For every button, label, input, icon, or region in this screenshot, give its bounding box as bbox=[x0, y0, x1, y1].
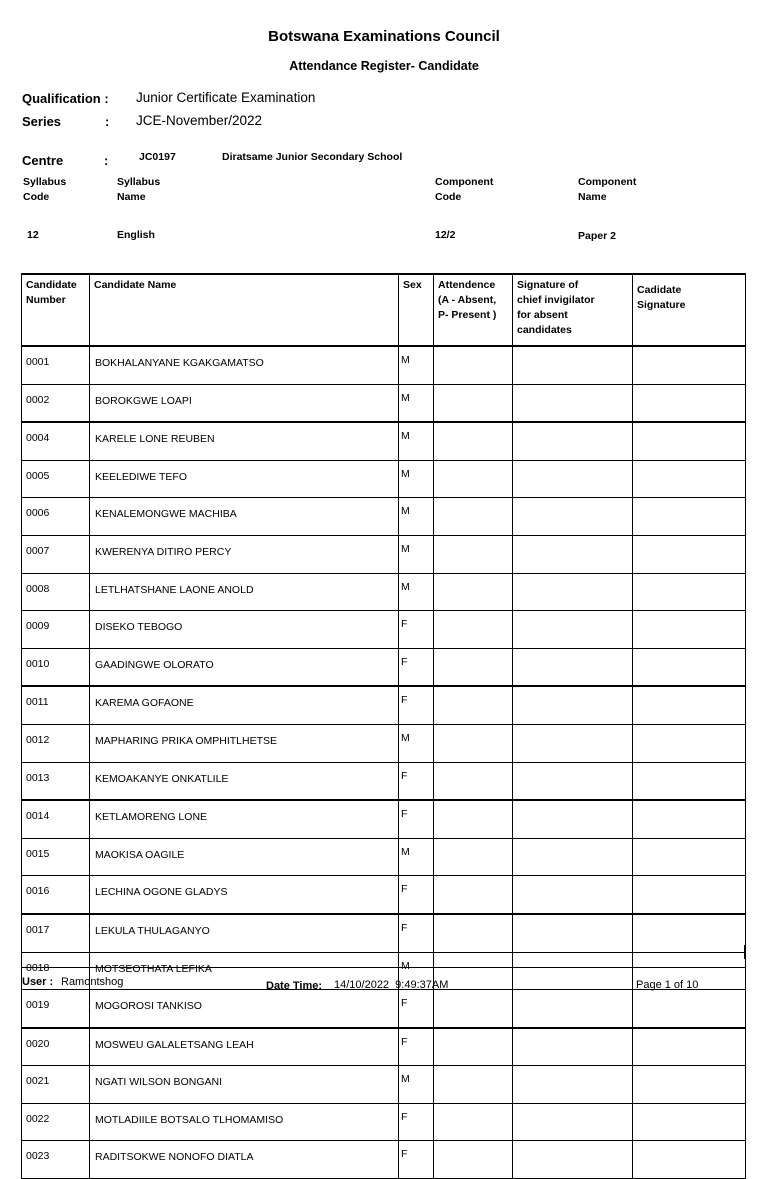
candidate-name-cell: LETLHATSHANE LAONE ANOLD bbox=[90, 573, 399, 611]
candidate-signature-cell bbox=[633, 1028, 746, 1066]
attendance-cell bbox=[434, 460, 513, 498]
attendance-cell bbox=[434, 838, 513, 876]
footer-user-value: Ramontshog bbox=[61, 976, 124, 988]
footer-datetime-label: Date Time: bbox=[266, 980, 323, 992]
candidate-number-cell: 0010 bbox=[22, 648, 90, 686]
table-row bbox=[22, 762, 746, 800]
syllabus-code-label: Syllabus Code bbox=[23, 176, 67, 203]
table-row bbox=[22, 460, 746, 498]
attendance-cell bbox=[434, 611, 513, 649]
footer-page-number: Page 1 of 10 bbox=[636, 979, 699, 991]
candidate-signature-cell bbox=[633, 573, 746, 611]
candidate-signature-cell bbox=[633, 762, 746, 800]
candidate-number-cell: 0002 bbox=[22, 384, 90, 422]
candidate-name-cell: MAOKISA OAGILE bbox=[90, 838, 399, 876]
chief-invigilator-signature-cell bbox=[513, 422, 633, 460]
table-row bbox=[22, 990, 746, 1028]
candidate-number-cell: 0005 bbox=[22, 460, 90, 498]
attendance-table bbox=[21, 273, 746, 1179]
table-row bbox=[22, 724, 746, 762]
table-row bbox=[22, 1028, 746, 1066]
table-row bbox=[22, 422, 746, 460]
sex-cell: F bbox=[399, 1028, 434, 1066]
candidate-number-cell: 0011 bbox=[22, 686, 90, 724]
attendance-cell bbox=[434, 535, 513, 573]
chief-invigilator-signature-cell bbox=[513, 498, 633, 536]
candidate-signature-cell bbox=[633, 800, 746, 838]
column-header-chief-invigilator-signature: Signature of chief invigilator for absent candidates bbox=[513, 274, 633, 346]
column-header-candidate-signature: Cadidate Signature bbox=[633, 274, 746, 346]
chief-invigilator-signature-cell bbox=[513, 460, 633, 498]
candidate-name-cell: MOSWEU GALALETSANG LEAH bbox=[90, 1028, 399, 1066]
chief-invigilator-signature-cell bbox=[513, 686, 633, 724]
series-label: Series bbox=[22, 114, 62, 129]
chief-invigilator-signature-cell bbox=[513, 384, 633, 422]
chief-invigilator-signature-cell bbox=[513, 838, 633, 876]
candidate-signature-cell bbox=[633, 460, 746, 498]
attendance-cell bbox=[434, 1028, 513, 1066]
candidate-name-cell: BOKHALANYANE KGAKGAMATSO bbox=[90, 346, 399, 384]
chief-invigilator-signature-cell bbox=[513, 762, 633, 800]
table-row bbox=[22, 498, 746, 536]
candidate-name-cell: GAADINGWE OLORATO bbox=[90, 648, 399, 686]
chief-invigilator-signature-cell bbox=[513, 1028, 633, 1066]
table-row bbox=[22, 384, 746, 422]
sex-cell: M bbox=[399, 460, 434, 498]
table-row bbox=[22, 838, 746, 876]
candidate-signature-cell bbox=[633, 838, 746, 876]
sex-cell: M bbox=[399, 384, 434, 422]
candidate-name-cell: KEELEDIWE TEFO bbox=[90, 460, 399, 498]
candidate-signature-cell bbox=[633, 990, 746, 1028]
chief-invigilator-signature-cell bbox=[513, 573, 633, 611]
document-title: Botswana Examinations Council bbox=[268, 28, 500, 45]
sex-cell: F bbox=[399, 686, 434, 724]
attendance-cell bbox=[434, 1141, 513, 1179]
chief-invigilator-signature-cell bbox=[513, 800, 633, 838]
attendance-cell bbox=[434, 573, 513, 611]
chief-invigilator-signature-cell bbox=[513, 535, 633, 573]
candidate-number-cell: 0013 bbox=[22, 762, 90, 800]
footer-divider bbox=[21, 967, 745, 968]
candidate-number-cell: 0015 bbox=[22, 838, 90, 876]
sex-cell: F bbox=[399, 1141, 434, 1179]
chief-invigilator-signature-cell bbox=[513, 876, 633, 914]
sex-cell: M bbox=[399, 346, 434, 384]
candidate-name-cell: MOGOROSI TANKISO bbox=[90, 990, 399, 1028]
candidate-signature-cell bbox=[633, 384, 746, 422]
chief-invigilator-signature-cell bbox=[513, 611, 633, 649]
table-row bbox=[22, 1103, 746, 1141]
candidate-name-cell: MOTSEOTHATA LEFIKA bbox=[90, 952, 399, 990]
table-row bbox=[22, 686, 746, 724]
sex-cell: F bbox=[399, 611, 434, 649]
attendance-cell bbox=[434, 1066, 513, 1104]
centre-colon: : bbox=[104, 153, 109, 168]
candidate-number-cell: 0020 bbox=[22, 1028, 90, 1066]
sex-cell: M bbox=[399, 422, 434, 460]
candidate-name-cell: MAPHARING PRIKA OMPHITLHETSE bbox=[90, 724, 399, 762]
continued-row-stub bbox=[21, 945, 745, 959]
syllabus-code-value: 12 bbox=[27, 229, 39, 241]
candidate-signature-cell bbox=[633, 686, 746, 724]
candidate-signature-cell bbox=[633, 648, 746, 686]
candidate-signature-cell bbox=[633, 876, 746, 914]
table-row bbox=[22, 876, 746, 914]
sex-cell: F bbox=[399, 762, 434, 800]
candidate-number-cell: 0009 bbox=[22, 611, 90, 649]
syllabus-name-label: Syllabus Name bbox=[117, 176, 161, 203]
candidate-number-cell: 0006 bbox=[22, 498, 90, 536]
attendance-cell bbox=[434, 498, 513, 536]
candidate-name-cell: LECHINA OGONE GLADYS bbox=[90, 876, 399, 914]
attendance-cell bbox=[434, 876, 513, 914]
candidate-name-cell: KWERENYA DITIRO PERCY bbox=[90, 535, 399, 573]
candidate-name-cell: NGATI WILSON BONGANI bbox=[90, 1066, 399, 1104]
footer-user-label: User : bbox=[22, 976, 54, 988]
chief-invigilator-signature-cell bbox=[513, 1066, 633, 1104]
table-row bbox=[22, 800, 746, 838]
attendance-cell bbox=[434, 1103, 513, 1141]
chief-invigilator-signature-cell bbox=[513, 990, 633, 1028]
sex-cell: F bbox=[399, 914, 434, 952]
candidate-signature-cell bbox=[633, 1066, 746, 1104]
sex-cell: F bbox=[399, 1103, 434, 1141]
sex-cell: M bbox=[399, 573, 434, 611]
candidate-number-cell: 0019 bbox=[22, 990, 90, 1028]
centre-label: Centre bbox=[22, 153, 64, 168]
candidate-number-cell: 0022 bbox=[22, 1103, 90, 1141]
candidate-signature-cell bbox=[633, 422, 746, 460]
sex-cell: M bbox=[399, 535, 434, 573]
candidate-signature-cell bbox=[633, 724, 746, 762]
table-row bbox=[22, 648, 746, 686]
candidate-signature-cell bbox=[633, 1141, 746, 1179]
attendance-cell bbox=[434, 762, 513, 800]
candidate-signature-cell bbox=[633, 498, 746, 536]
sex-cell: F bbox=[399, 800, 434, 838]
series-value: JCE-November/2022 bbox=[136, 113, 263, 128]
table-row bbox=[22, 573, 746, 611]
attendance-cell bbox=[434, 724, 513, 762]
candidate-number-cell: 0001 bbox=[22, 346, 90, 384]
sex-cell: M bbox=[399, 724, 434, 762]
candidate-name-cell: KAREMA GOFAONE bbox=[90, 686, 399, 724]
series-colon: : bbox=[105, 114, 110, 129]
candidate-name-cell: KETLAMORENG LONE bbox=[90, 800, 399, 838]
chief-invigilator-signature-cell bbox=[513, 346, 633, 384]
sex-cell: F bbox=[399, 648, 434, 686]
centre-code: JC0197 bbox=[139, 151, 176, 163]
table-header-row bbox=[22, 274, 746, 346]
candidate-number-cell: 0014 bbox=[22, 800, 90, 838]
table-row bbox=[22, 346, 746, 384]
component-name-value: Paper 2 bbox=[578, 230, 616, 242]
candidate-signature-cell bbox=[633, 611, 746, 649]
sex-cell: M bbox=[399, 498, 434, 536]
candidate-name-cell: KENALEMONGWE MACHIBA bbox=[90, 498, 399, 536]
table-row bbox=[22, 1141, 746, 1179]
sex-cell: M bbox=[399, 952, 434, 990]
candidate-name-cell: BOROKGWE LOAPI bbox=[90, 384, 399, 422]
attendance-cell bbox=[434, 990, 513, 1028]
sex-cell: F bbox=[399, 990, 434, 1028]
attendance-cell bbox=[434, 800, 513, 838]
syllabus-name-value: English bbox=[117, 229, 155, 241]
chief-invigilator-signature-cell bbox=[513, 648, 633, 686]
chief-invigilator-signature-cell bbox=[513, 1103, 633, 1141]
candidate-signature-cell bbox=[633, 346, 746, 384]
attendance-cell bbox=[434, 346, 513, 384]
column-header-candidate-name: Candidate Name bbox=[90, 274, 399, 346]
candidate-name-cell: RADITSOKWE NONOFO DIATLA bbox=[90, 1141, 399, 1179]
candidate-signature-cell bbox=[633, 1103, 746, 1141]
table-row bbox=[22, 1066, 746, 1104]
footer-datetime-value: 14/10/2022 9:49:37AM bbox=[334, 979, 449, 991]
qualification-label: Qualification : bbox=[22, 91, 109, 106]
sex-cell: M bbox=[399, 838, 434, 876]
column-header-candidate-number: Candidate Number bbox=[22, 274, 90, 346]
candidate-signature-cell bbox=[633, 535, 746, 573]
component-code-value: 12/2 bbox=[435, 229, 456, 241]
column-header-sex: Sex bbox=[399, 274, 434, 346]
component-code-label: Component Code bbox=[435, 176, 494, 203]
candidate-number-cell: 0016 bbox=[22, 876, 90, 914]
attendance-cell bbox=[434, 384, 513, 422]
chief-invigilator-signature-cell bbox=[513, 1141, 633, 1179]
component-name-label: Component Name bbox=[578, 176, 637, 203]
qualification-value: Junior Certificate Examination bbox=[136, 90, 316, 105]
attendance-cell bbox=[434, 422, 513, 460]
table-row bbox=[22, 611, 746, 649]
sex-cell: M bbox=[399, 1066, 434, 1104]
chief-invigilator-signature-cell bbox=[513, 724, 633, 762]
candidate-number-cell: 0007 bbox=[22, 535, 90, 573]
sex-cell: F bbox=[399, 876, 434, 914]
attendance-cell bbox=[434, 648, 513, 686]
attendance-cell bbox=[434, 686, 513, 724]
column-header-attendance: Attendence (A - Absent, P- Present ) bbox=[434, 274, 513, 346]
candidate-name-cell: DISEKO TEBOGO bbox=[90, 611, 399, 649]
candidate-number-cell: 0008 bbox=[22, 573, 90, 611]
candidate-number-cell: 0017 bbox=[22, 914, 90, 952]
candidate-number-cell: 0023 bbox=[22, 1141, 90, 1179]
candidate-name-cell: MOTLADIILE BOTSALO TLHOMAMISO bbox=[90, 1103, 399, 1141]
candidate-name-cell: KARELE LONE REUBEN bbox=[90, 422, 399, 460]
candidate-number-cell: 0018 bbox=[22, 952, 90, 990]
candidate-name-cell: LEKULA THULAGANYO bbox=[90, 914, 399, 952]
candidate-name-cell: KEMOAKANYE ONKATLILE bbox=[90, 762, 399, 800]
candidate-number-cell: 0004 bbox=[22, 422, 90, 460]
document-subtitle: Attendance Register- Candidate bbox=[289, 59, 479, 73]
table-row bbox=[22, 535, 746, 573]
centre-name: Diratsame Junior Secondary School bbox=[222, 151, 403, 163]
candidate-number-cell: 0021 bbox=[22, 1066, 90, 1104]
candidate-number-cell: 0012 bbox=[22, 724, 90, 762]
